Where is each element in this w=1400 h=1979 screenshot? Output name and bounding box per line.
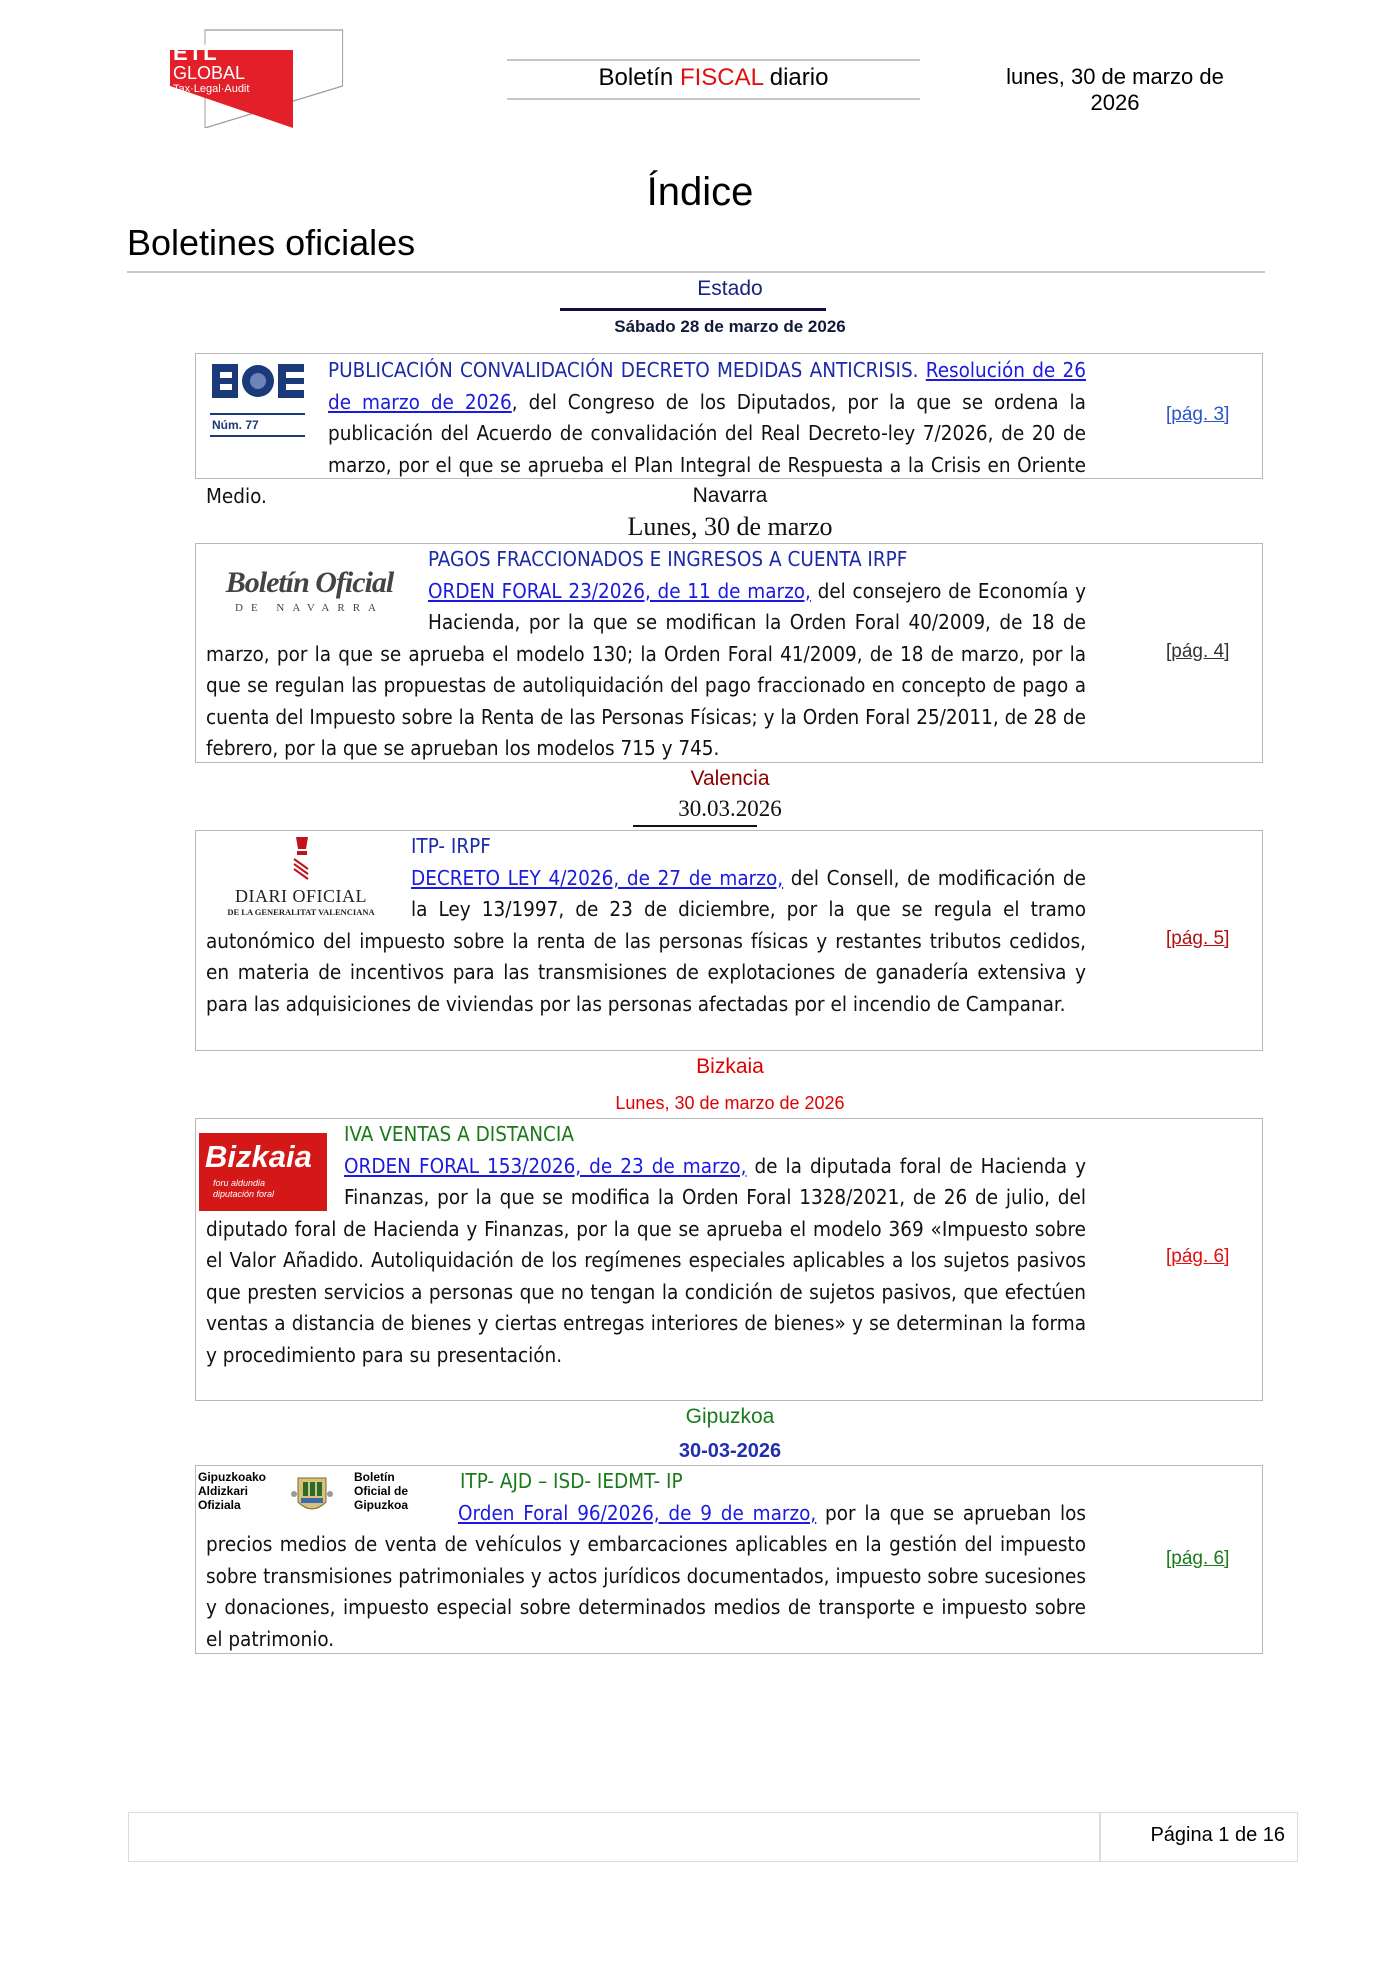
bizkaia-date: Lunes, 30 de marzo de 2026	[615, 1093, 845, 1113]
entry-navarra	[195, 543, 1263, 763]
entry-link[interactable]: DECRETO LEY 4/2026, de 27 de marzo,	[411, 865, 784, 890]
page-footer	[128, 1812, 1298, 1862]
entry-title: ITP- AJD – ISD- IEDMT- IP	[460, 1469, 683, 1493]
estado-date-rule	[560, 308, 826, 311]
title-post: diario	[763, 64, 829, 91]
gipuzkoa-logo-left-2: Aldizkari	[198, 1484, 249, 1498]
entry-link[interactable]: ORDEN FORAL 153/2026, de 23 de marzo,	[344, 1153, 747, 1178]
region-bizkaia: Bizkaia	[696, 1055, 764, 1078]
region-estado: Estado	[697, 277, 763, 300]
header-date: lunes, 30 de marzo de 2026	[1006, 64, 1224, 115]
entry-valencia-text	[206, 831, 1086, 1020]
gipuzkoa-logo-left-3: Ofiziala	[198, 1498, 241, 1512]
boe-number: Núm. 77	[212, 418, 259, 432]
page-ref-link[interactable]: [pág. 6]	[1166, 1548, 1230, 1569]
entry-navarra-text	[206, 544, 1086, 765]
etl-global-logo	[165, 28, 350, 128]
region-valencia: Valencia	[690, 767, 770, 790]
entry-body: por la que se aprueban los precios medios de venta de vehículos y embarcaciones aplicables en la gestión del impuesto sobre transmisiones patrimoniales y actos jurídicos documentados, impuesto sobre sucesiones y donaciones, impuesto especial sobre determinados medios de transporte e impuesto sobre el patrimonio.	[206, 1500, 1086, 1651]
entry-body: de la diputada foral de Hacienda y Finanzas, por la que se modifica la Orden Foral 1328/2021, de 26 de julio, del diputado foral de Hacienda y Finanzas, por la que se aprueba el modelo 369 «Impuesto sobre el Valor Añadido. Autoliquidación de los regímenes especiales aplicables a los sujetos pasivos que presten servicios a personas que no tengan la condición de sujetos pasivos, que efectúen ventas a distancia de bienes y ciertas entregas interiores de bienes» y se determinan la forma y procedimiento para su presentación.	[206, 1153, 1087, 1367]
logo-tagline: Tax·Legal·Audit	[173, 83, 250, 95]
gipuzkoa-logo-right-1: Boletín	[354, 1470, 395, 1484]
bizkaia-logo-text: Bizkaia	[205, 1139, 312, 1174]
valencia-logo-sub: DE LA GENERALITAT VALENCIANA	[227, 907, 375, 917]
gipuzkoa-logo-right-3: Gipuzkoa	[354, 1498, 409, 1512]
navarra-date: Lunes, 30 de marzo	[627, 512, 833, 541]
entry-bizkaia-text	[206, 1119, 1086, 1371]
logo-etl: ETL	[173, 40, 218, 65]
valencia-date-rule	[633, 825, 757, 827]
valencia-logo-text: DIARI OFICIAL	[235, 886, 367, 906]
page-ref-link[interactable]: [pág. 3]	[1166, 404, 1230, 425]
section-heading: Boletines oficiales	[127, 222, 416, 263]
entry-title: PUBLICACIÓN CONVALIDACIÓN DECRETO MEDIDAS ANTICRISIS.	[328, 358, 919, 382]
bizkaia-logo-sub: foru aldundia	[213, 1178, 266, 1188]
entry-body: , del Congreso de los Diputados, por la que se ordena la publicación del Acuerdo de convalidación del Real Decreto-ley 7/2026, de 20 de marzo, por el que se aprueba el Plan Integral de Respuesta a la Crisis en Oriente Medio.	[206, 389, 1086, 508]
estado-date: Sábado 28 de marzo de 2026	[614, 317, 846, 336]
index-title: Índice	[646, 170, 754, 214]
title-accent: FISCAL	[679, 64, 764, 91]
region-gipuzkoa: Gipuzkoa	[685, 1405, 775, 1428]
section-rule	[127, 271, 1265, 273]
page-ref-link[interactable]: [pág. 5]	[1166, 928, 1230, 949]
entry-body: del Consell, de modificación de la Ley 13/1997, de 23 de diciembre, por la que se regula el tramo autonómico del impuesto sobre la renta de las personas físicas y restantes tributos cedidos, en materia de incentivos para las transmisiones de explotaciones de ganadería extensiva y para las adquisiciones de viviendas por las personas afectadas por el incendio de Campanar.	[206, 865, 1086, 1016]
bizkaia-logo-sub2: diputación foral	[213, 1189, 275, 1199]
entry-gipuzkoa	[195, 1465, 1263, 1654]
header-rule-bottom	[507, 98, 920, 100]
page-ref-link[interactable]: [pág. 6]	[1166, 1246, 1230, 1267]
gipuzkoa-date: 30-03-2026	[678, 1440, 782, 1462]
entry-body: del consejero de Economía y Hacienda, por la que se modifican la Orden Foral 40/2009, de 18 de marzo, por la que se aprueba el modelo 130; la Orden Foral 41/2009, de 18 de marzo, por la que se regulan las propuestas de autoliquidación del pago fraccionado en concepto de pago a cuenta del Impuesto sobre la Renta de las Personas Físicas; y la Orden Foral 25/2011, de 28 de febrero, por la que se aprueban los modelos 715 y 745.	[206, 578, 1086, 760]
entry-gipuzkoa-text	[206, 1466, 1086, 1655]
navarra-logo-sub: DE NAVARRA	[235, 602, 384, 614]
title-pre: Boletín	[598, 64, 680, 91]
logo-global: GLOBAL	[173, 63, 246, 83]
page-ref-link[interactable]: [pág. 4]	[1166, 641, 1230, 662]
header-rule-top	[507, 59, 920, 61]
valencia-date: 30.03.2026	[678, 796, 782, 821]
region-navarra: Navarra	[692, 484, 768, 507]
footer-divider	[1099, 1813, 1101, 1861]
entry-link[interactable]: Resolución de 26 de marzo de 2026	[328, 358, 1086, 414]
entry-title: PAGOS FRACCIONADOS E INGRESOS A CUENTA IRPF	[428, 547, 908, 571]
entry-title: ITP- IRPF	[411, 834, 491, 858]
entry-title: IVA VENTAS A DISTANCIA	[344, 1122, 574, 1146]
gipuzkoa-logo-right-2: Oficial de	[354, 1484, 409, 1498]
bulletin-title	[507, 64, 920, 92]
entry-valencia	[195, 830, 1263, 1051]
entry-bizkaia	[195, 1118, 1263, 1401]
entry-link[interactable]: ORDEN FORAL 23/2026, de 11 de marzo,	[428, 578, 811, 603]
navarra-logo-text: Boletín Oficial	[225, 566, 394, 599]
page-number: Página 1 de 16	[1150, 1824, 1285, 1846]
gipuzkoa-logo-left-1: Gipuzkoako	[198, 1470, 267, 1484]
entry-link[interactable]: Orden Foral 96/2026, de 9 de marzo,	[458, 1500, 817, 1525]
